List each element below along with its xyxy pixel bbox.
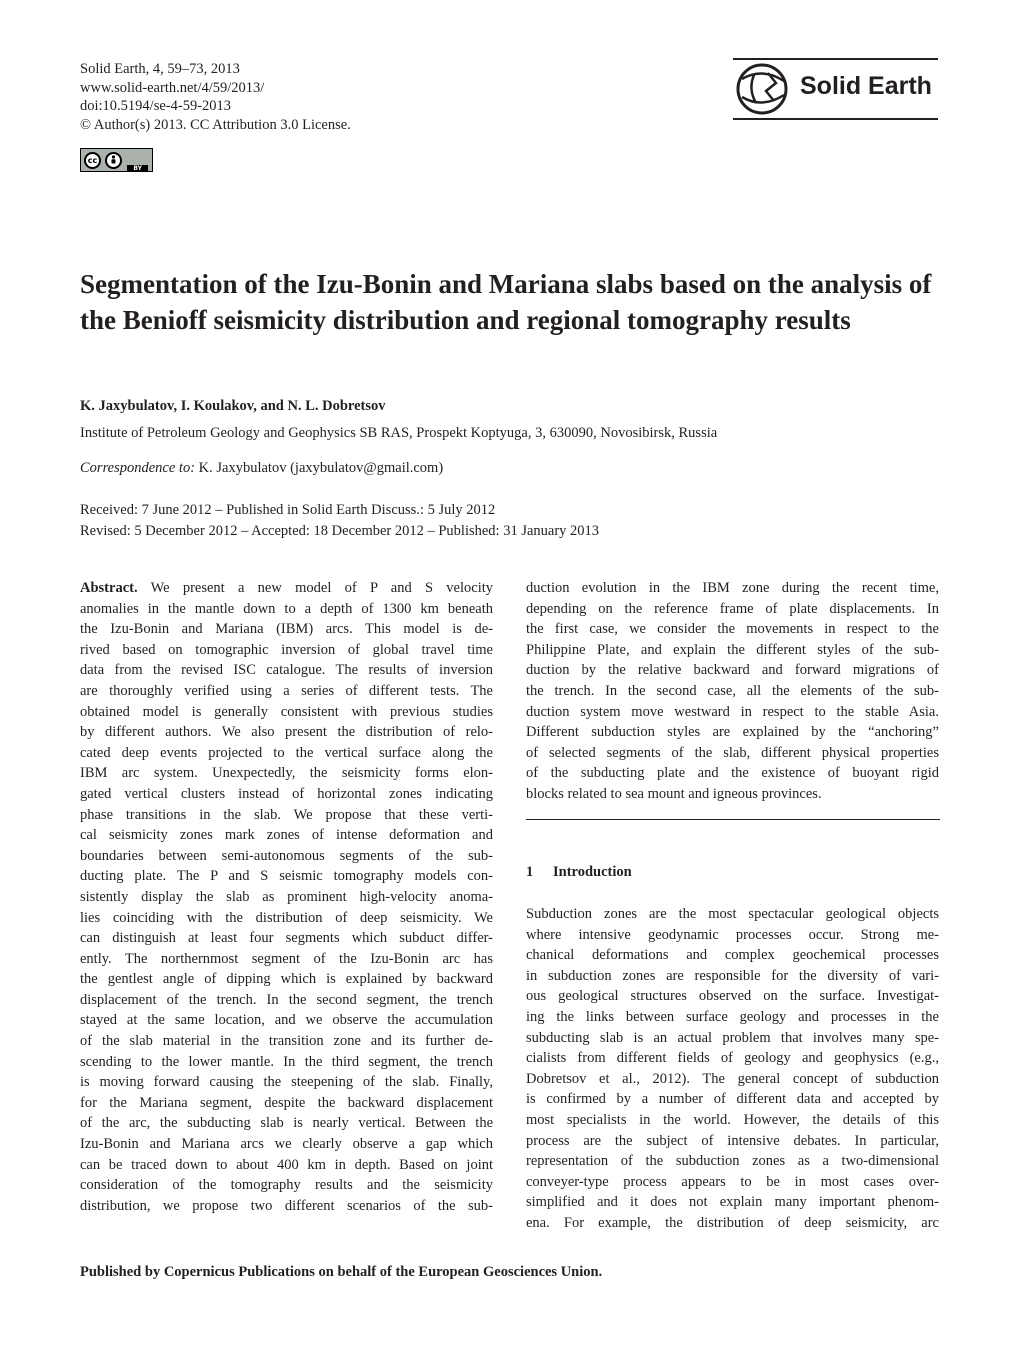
abstract-line: Izu-Bonin and Mariana arcs we clearly observe a gap which	[80, 1136, 493, 1153]
abstract-line: the gentlest angle of dipping which is explained by backward	[80, 971, 493, 988]
attribution-person-icon	[105, 152, 122, 169]
abstract-label: Abstract.	[80, 580, 138, 596]
abstract-left-column	[80, 578, 493, 1216]
section-number: 1	[526, 864, 534, 880]
journal-meta	[80, 60, 351, 134]
abstract-line: Philippine Plate, and explain the different styles of the sub-	[526, 641, 939, 658]
abstract-line: blocks related to sea mount and igneous provinces.	[526, 785, 822, 802]
abstract-line: duction evolution in the IBM zone during the recent time,	[526, 580, 939, 596]
authors: K. Jaxybulatov, I. Koulakov, and N. L. Dobretsov	[80, 398, 386, 414]
abstract-line: cated deep events projected to the vertical surface along the	[80, 744, 493, 761]
correspondence-value[interactable]: K. Jaxybulatov (jaxybulatov@gmail.com)	[198, 460, 444, 476]
abstract-line: phase transitions in the slab. We propose that these verti-	[80, 806, 493, 823]
abstract-line: duction system move westward in respect to the stable Asia.	[526, 703, 939, 720]
abstract-line: Different subduction styles are explained by the “anchoring”	[526, 724, 939, 741]
abstract-line: scending to the lower mantle. In the third segment, the trench	[80, 1053, 493, 1070]
abstract-line: ently. The northernmost segment of the Izu-Bonin arc has	[80, 950, 493, 967]
abstract-line: Abstract. We present a new model of P and S velocity	[80, 580, 493, 596]
intro-line: where intensive geodynamic processes occur. Strong me-	[526, 926, 939, 943]
abstract-line: the trench. In the second case, all the elements of the sub-	[526, 682, 939, 699]
cc-by-badge[interactable]	[80, 148, 153, 172]
cc-icon: cc	[84, 152, 101, 169]
intro-line: ena. For example, the distribution of deep seismicity, arc	[526, 1214, 939, 1231]
intro-line: Subduction zones are the most spectacular geological objects	[526, 906, 939, 922]
abstract-line: consideration of the tomography results and the seismicity	[80, 1177, 493, 1194]
abstract-line: for the Mariana segment, despite the backward displacement	[80, 1094, 493, 1111]
abstract-line: duction by the relative backward and forward migrations of	[526, 662, 939, 679]
abstract-line: gated vertical clusters instead of horizontal zones indicating	[80, 785, 493, 802]
paper-title: Segmentation of the Izu-Bonin and Mariana slabs based on the analysis of the Benioff seismicity distribution and regional tomography results	[80, 269, 932, 335]
journal-url[interactable]: www.solid-earth.net/4/59/2013/	[80, 79, 265, 96]
intro-line: subducting slab is an actual problem that involves many spe-	[526, 1029, 939, 1046]
publication-dates	[80, 500, 599, 542]
intro-line: simplified and it does not explain many important phenom-	[526, 1194, 939, 1211]
abstract-line: cal seismicity zones mark zones of intense deformation and	[80, 827, 493, 844]
abstract-line: displacement of the trench. In the second segment, the trench	[80, 991, 493, 1008]
abstract-line: boundaries between semi-autonomous segments of the sub-	[80, 847, 493, 864]
abstract-line: depending on the reference frame of plate displacements. In	[526, 600, 939, 617]
abstract-line: stayed at the same location, and we observe the accumulation	[80, 1012, 493, 1029]
intro-line: most specialists in the world. However, the details of this	[526, 1111, 939, 1128]
correspondence	[80, 460, 443, 477]
intro-line: ous geological structures observed on the surface. Investigat-	[526, 988, 939, 1005]
abstract-line: distribution, we propose two different scenarios of the sub-	[80, 1197, 493, 1214]
solid-earth-logo-icon	[734, 61, 792, 117]
abstract-line: by different authors. We also present the distribution of relo-	[80, 724, 493, 741]
abstract-line: can distinguish at least four segments which subduct differ-	[80, 930, 493, 947]
intro-line: process are the subject of intensive debates. In particular,	[526, 1132, 939, 1149]
intro-line: Dobretsov et al., 2012). The general concept of subduction	[526, 1070, 939, 1087]
abstract-line: anomalies in the mantle down to a depth of 1300 km beneath	[80, 600, 493, 617]
journal-logo	[733, 58, 938, 120]
intro-line: representation of the subduction zones as a two-dimensional	[526, 1153, 939, 1170]
intro-line: is confirmed by a number of different data and accepted by	[526, 1091, 939, 1108]
citation: Solid Earth, 4, 59–73, 2013	[80, 61, 240, 77]
logo-name: Solid Earth	[800, 72, 932, 100]
abstract-right-column	[526, 578, 939, 805]
abstract-line: rived based on tomographic inversion of global travel time	[80, 641, 493, 658]
intro-line: cialists from different fields of geology and geophysics (e.g.,	[526, 1050, 939, 1067]
logo-bottom-rule	[733, 118, 938, 120]
affiliation: Institute of Petroleum Geology and Geophysics SB RAS, Prospekt Koptyuga, 3, 630090, Novosibirsk, Russia	[80, 425, 718, 441]
by-label: BY	[127, 165, 148, 172]
intro-line: ing the links between surface geology and processes in the	[526, 1008, 939, 1025]
correspondence-label: Correspondence to:	[80, 460, 196, 476]
abstract-line: is moving forward causing the steepening of the slab. Finally,	[80, 1074, 493, 1091]
dates-line-2: Revised: 5 December 2012 – Accepted: 18 December 2012 – Published: 31 January 2013	[80, 523, 600, 539]
abstract-line: of the subducting plate and the existence of buoyant rigid	[526, 765, 939, 782]
dates-line-1: Received: 7 June 2012 – Published in Solid Earth Discuss.: 5 July 2012	[80, 502, 496, 518]
abstract-line: IBM arc system. Unexpectedly, the seismicity forms elon-	[80, 765, 493, 782]
abstract-line: the Izu-Bonin and Mariana (IBM) arcs. This model is de-	[80, 621, 493, 638]
intro-line: in subduction zones are responsible for the diversity of vari-	[526, 967, 939, 984]
abstract-line: can be traced down to about 400 km in depth. Based on joint	[80, 1156, 493, 1173]
abstract-line: lies coinciding with the distribution of deep seismicity. We	[80, 909, 493, 926]
abstract-line: of the arc, the subducting slab is nearly vertical. Between the	[80, 1115, 493, 1132]
introduction-text	[526, 904, 939, 1234]
section-heading	[526, 864, 632, 881]
abstract-line: are thoroughly verified using a series of different tests. The	[80, 682, 493, 699]
intro-line: chanical deformations and complex geochemical processes	[526, 947, 939, 964]
doi[interactable]: doi:10.5194/se-4-59-2013	[80, 98, 232, 114]
abstract-line: ducting plate. The P and S seismic tomography models con-	[80, 868, 493, 885]
abstract-line: of selected segments of the slab, different physical properties	[526, 744, 939, 761]
abstract-divider	[526, 819, 940, 820]
abstract-line: data from the revised ISC catalogue. The results of inversion	[80, 662, 493, 679]
license-text: © Author(s) 2013. CC Attribution 3.0 License.	[80, 116, 351, 133]
abstract-line: sistently display the slab as prominent high-velocity anoma-	[80, 888, 493, 905]
abstract-line: obtained model is generally consistent with previous studies	[80, 703, 493, 720]
section-title: Introduction	[553, 864, 632, 880]
abstract-line: the first case, we consider the movements in respect to the	[526, 621, 939, 638]
abstract-line: of the slab material in the transition zone and its further de-	[80, 1033, 493, 1050]
intro-line: conveyer-type process appears to be in most cases over-	[526, 1173, 939, 1190]
logo-top-rule	[733, 58, 938, 60]
publisher-footer: Published by Copernicus Publications on behalf of the European Geosciences Union.	[80, 1264, 603, 1280]
